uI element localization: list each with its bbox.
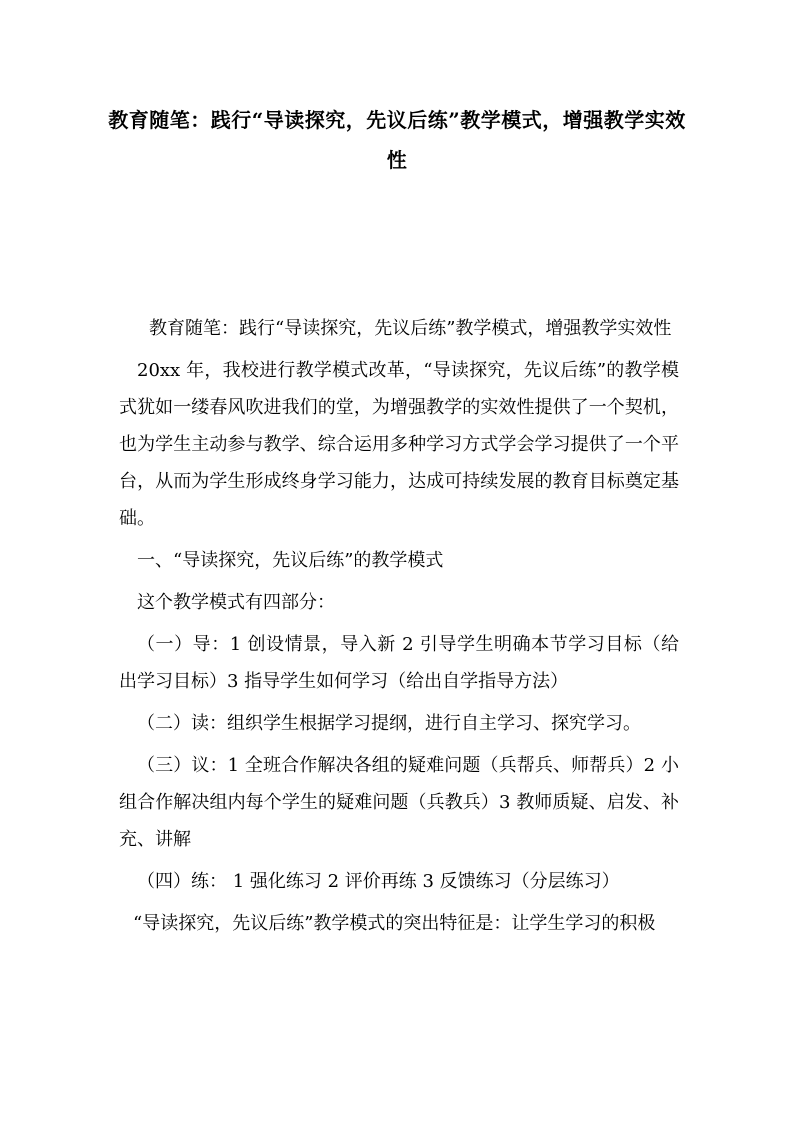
section-heading-teaching-model: 一、“导读探究，先议后练”的教学模式 <box>137 550 444 571</box>
paragraph-part-guide: （一）导：1 创设情景，导入新 2 引导学生明确本节学习目标（给出学习目标）3 指导学生如何学习（给出自学指导方法） <box>119 634 679 692</box>
paragraph-four-parts: 这个教学模式有四部分： <box>137 592 335 613</box>
paragraph-repeated-title: 教育随笔：践行“导读探究，先议后练”教学模式，增强教学实效性 <box>149 318 672 339</box>
document-body <box>119 310 679 947</box>
document-title: 教育随笔：践行“导读探究，先议后练”教学模式，增强教学实效性 <box>108 108 686 172</box>
paragraph-introduction: 20xx 年，我校进行教学模式改革，“导读探究，先议后练”的教学模式犹如一缕春风吹进我们的堂，为增强教学的实效性提供了一个契机，也为学生主动参与教学、综合运用多种学习方式学会学习提供了一个平台，从而为学生形成终身学习能力，达成可持续发展的教育目标奠定基础。 <box>119 360 679 529</box>
paragraph-part-practice: （四）练： 1 强化练习 2 评价再练 3 反馈练习（分层练习） <box>137 871 620 892</box>
paragraph-part-read: （二）读：组织学生根据学习提纲，进行自主学习、探究学习。 <box>137 713 641 734</box>
paragraph-part-discuss: （三）议：1 全班合作解决各组的疑难问题（兵帮兵、师帮兵）2 小组合作解决组内每个学生的疑难问题（兵教兵）3 教师质疑、启发、补充、讲解 <box>119 755 679 850</box>
paragraph-model-features: “导读探究，先议后练”教学模式的突出特征是：让学生学习的积极 <box>133 913 656 934</box>
